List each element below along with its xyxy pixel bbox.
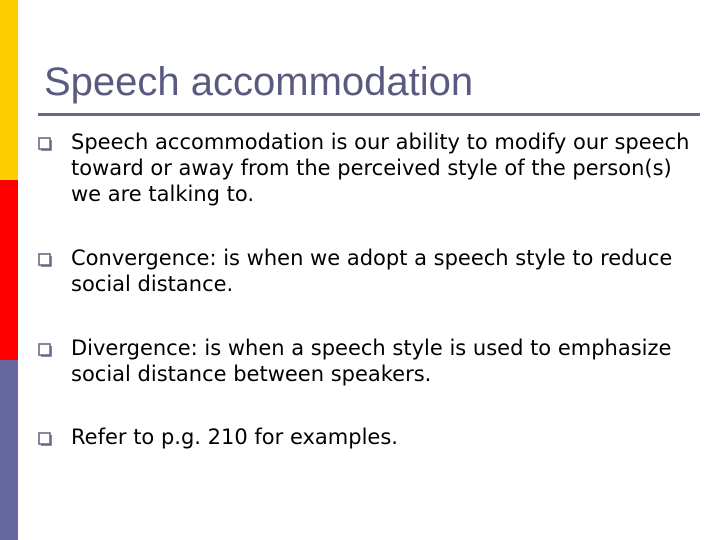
hollow-square-bullet-icon xyxy=(38,343,52,357)
bullet-text: Convergence: is when we adopt a speech style to reduce social distance. xyxy=(71,246,673,296)
sidebar-red-segment xyxy=(0,180,18,360)
bullet-text: Divergence: is when a speech style is used to emphasize social distance between speakers. xyxy=(71,336,672,386)
hollow-square-bullet-icon xyxy=(38,137,52,151)
bullet-text: Speech accommodation is our ability to modify our speech toward or away from the perceived style of the person(s) we are talking to. xyxy=(71,130,690,206)
slide-title: Speech accommodation xyxy=(44,60,474,104)
sidebar-purple-segment xyxy=(0,360,18,540)
title-underline xyxy=(38,113,700,116)
hollow-square-bullet-icon xyxy=(38,253,52,267)
bullet-text: Refer to p.g. 210 for examples. xyxy=(71,425,398,449)
sidebar-color-bar xyxy=(0,0,18,540)
sidebar-yellow-segment xyxy=(0,0,18,180)
hollow-square-bullet-icon xyxy=(38,432,52,446)
